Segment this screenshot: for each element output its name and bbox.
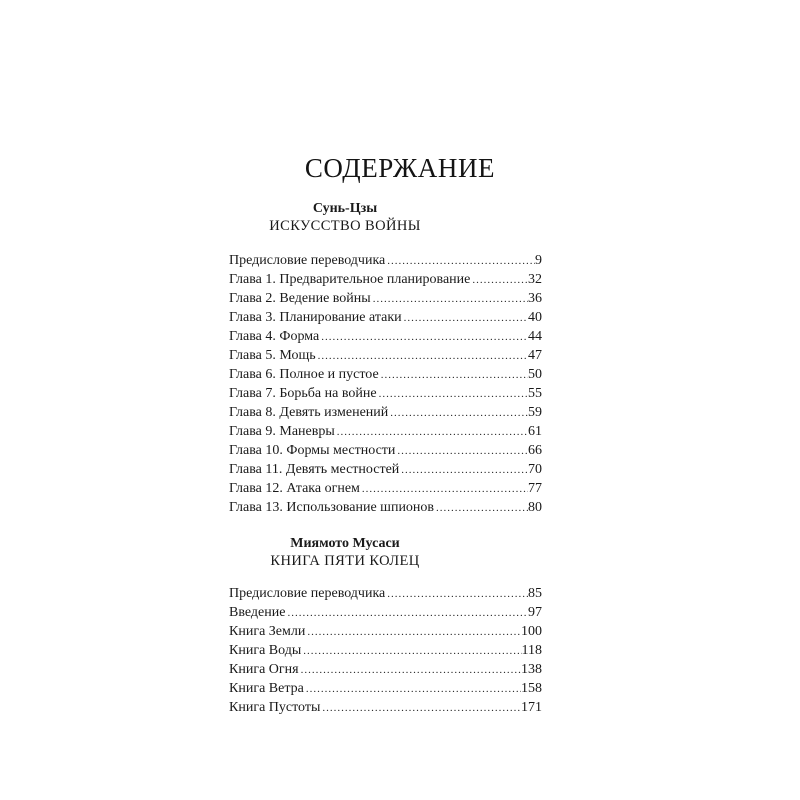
dot-leader	[377, 385, 528, 403]
section-author: Сунь-Цзы	[312, 201, 378, 216]
dot-leader	[360, 480, 528, 498]
toc-entry-page: 97	[528, 605, 542, 620]
section-work-title: КНИГА ПЯТИ КОЛЕЦ	[270, 553, 420, 569]
toc-entry[interactable]	[229, 460, 542, 479]
toc-entry-label: Глава 8. Девять изменений	[229, 405, 389, 420]
toc-entry-label: Предисловие переводчика	[229, 586, 386, 601]
toc-entry-page: 61	[528, 424, 542, 439]
toc-entry[interactable]	[229, 422, 542, 441]
dot-leader	[385, 585, 528, 603]
section-work-title: ИСКУССТВО ВОЙНЫ	[269, 218, 421, 234]
toc-entry-label: Глава 12. Атака огнем	[229, 481, 360, 496]
dot-leader	[285, 604, 528, 622]
toc-entry-label: Книга Земли	[229, 624, 306, 639]
toc-entry-page: 85	[528, 586, 542, 601]
toc-entry-label: Глава 2. Ведение войны	[229, 291, 371, 306]
toc-entry-label: Книга Ветра	[229, 681, 304, 696]
toc-entry-page: 70	[528, 462, 542, 477]
toc-entry-label: Глава 10. Формы местности	[229, 443, 396, 458]
toc-entry-label: Книга Воды	[229, 643, 302, 658]
toc-entry-page: 32	[528, 272, 542, 287]
dot-leader	[379, 366, 528, 384]
dot-leader	[299, 661, 521, 679]
toc-entry-page: 80	[528, 500, 542, 515]
toc-entry[interactable]	[229, 403, 542, 422]
toc-entry-page: 55	[528, 386, 542, 401]
toc-entry[interactable]	[229, 584, 542, 603]
dot-leader	[301, 642, 521, 660]
toc-entry-page: 171	[521, 700, 542, 715]
toc-entry-page: 59	[528, 405, 542, 420]
toc-entry[interactable]	[229, 441, 542, 460]
toc-entry[interactable]	[229, 346, 542, 365]
dot-leader	[434, 499, 528, 517]
toc-entry-page: 47	[528, 348, 542, 363]
toc-entry[interactable]	[229, 251, 542, 270]
toc-entry-page: 44	[528, 329, 542, 344]
toc-entry-page: 40	[528, 310, 542, 325]
toc-entry-label: Глава 3. Планирование атаки	[229, 310, 402, 325]
toc-entry[interactable]	[229, 308, 542, 327]
toc-entry-label: Введение	[229, 605, 286, 620]
toc-entry-page: 9	[535, 253, 542, 268]
toc-entry[interactable]	[229, 498, 542, 517]
toc-entry-page: 100	[521, 624, 542, 639]
toc-entry-label: Глава 1. Предварительное планирование	[229, 272, 471, 287]
dot-leader	[395, 442, 528, 460]
dot-leader	[385, 252, 535, 270]
toc-entry-page: 66	[528, 443, 542, 458]
toc-entry-label: Книга Огня	[229, 662, 299, 677]
toc-entry[interactable]	[229, 679, 542, 698]
dot-leader	[319, 328, 528, 346]
dot-leader	[371, 290, 528, 308]
toc-entry-label: Глава 9. Маневры	[229, 424, 335, 439]
toc-entry[interactable]	[229, 384, 542, 403]
toc-entry-label: Книга Пустоты	[229, 700, 321, 715]
toc-entry[interactable]	[229, 698, 542, 717]
dot-leader	[399, 461, 528, 479]
toc-entry[interactable]	[229, 327, 542, 346]
toc-entry[interactable]	[229, 641, 542, 660]
toc-entry-page: 50	[528, 367, 542, 382]
toc-entry-label: Глава 6. Полное и пустое	[229, 367, 379, 382]
toc-entry[interactable]	[229, 289, 542, 308]
toc-entry-label: Глава 7. Борьба на войне	[229, 386, 377, 401]
dot-leader	[305, 623, 521, 641]
toc-entry-page: 138	[521, 662, 542, 677]
toc-list	[229, 584, 542, 717]
dot-leader	[335, 423, 528, 441]
dot-leader	[316, 347, 528, 365]
dot-leader	[304, 680, 521, 698]
toc-entry-label: Глава 11. Девять местностей	[229, 462, 400, 477]
toc-entry[interactable]	[229, 270, 542, 289]
dot-leader	[320, 699, 521, 717]
toc-entry-label: Глава 4. Форма	[229, 329, 320, 344]
toc-entry[interactable]	[229, 622, 542, 641]
dot-leader	[388, 404, 528, 422]
toc-entry[interactable]	[229, 660, 542, 679]
toc-entry[interactable]	[229, 603, 542, 622]
toc-entry-label: Глава 5. Мощь	[229, 348, 316, 363]
page-title: СОДЕРЖАНИЕ	[304, 153, 496, 183]
toc-entry-label: Глава 13. Использование шпионов	[229, 500, 435, 515]
toc-entry-label: Предисловие переводчика	[229, 253, 386, 268]
toc-entry[interactable]	[229, 365, 542, 384]
toc-entry-page: 118	[521, 643, 542, 658]
dot-leader	[470, 271, 528, 289]
toc-entry[interactable]	[229, 479, 542, 498]
dot-leader	[402, 309, 528, 327]
toc-entry-page: 77	[528, 481, 542, 496]
section-author: Миямото Мусаси	[290, 536, 400, 551]
toc-entry-page: 158	[521, 681, 542, 696]
toc-list	[229, 251, 542, 517]
toc-entry-page: 36	[528, 291, 542, 306]
